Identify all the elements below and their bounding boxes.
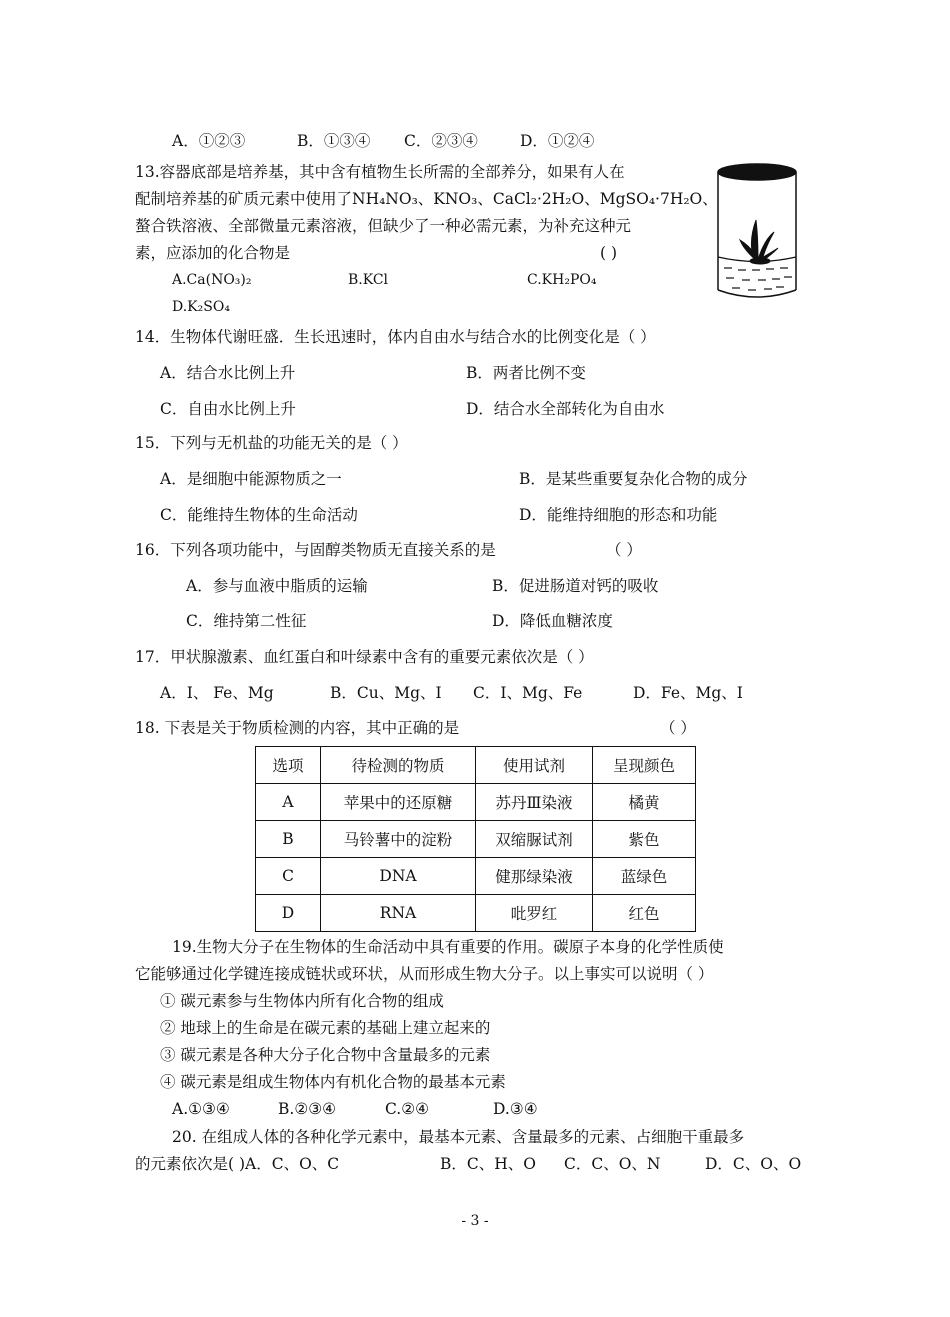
q16-option-a: A．参与血液中脂质的运输 (186, 577, 368, 595)
table-cell: D (256, 895, 321, 932)
q14-option-b: B．两者比例不变 (466, 364, 586, 382)
q12-option-d: D．①②④ (520, 132, 595, 150)
q12-option-c: C．②③④ (404, 132, 478, 150)
q13-stem-line-4: 素，应添加的化合物是 (135, 244, 291, 262)
q16-stem: 16．下列各项功能中，与固醇类物质无直接关系的是 (135, 541, 496, 559)
q19-statement-1: ① 碳元素参与生物体内所有化合物的组成 (160, 992, 444, 1010)
q19-option-d: D.③④ (493, 1100, 538, 1118)
q13-stem-line-3: 螯合铁溶液、全部微量元素溶液，但缺少了一种必需元素，为补充这种元 (135, 217, 632, 235)
q16-option-d: D．降低血糖浓度 (492, 612, 613, 630)
detection-table (255, 746, 696, 932)
q13-option-c: C.KH₂PO₄ (527, 272, 597, 288)
q14-option-c: C．自由水比例上升 (160, 400, 296, 418)
q15-stem: 15．下列与无机盐的功能无关的是（ ） (135, 434, 408, 452)
q15-option-a: A．是细胞中能源物质之一 (160, 470, 342, 488)
table-cell: RNA (321, 895, 476, 932)
table-header-cell: 呈现颜色 (593, 747, 696, 784)
table-cell: 苏丹Ⅲ染液 (476, 784, 593, 821)
table-cell: DNA (321, 858, 476, 895)
table-header-row (256, 747, 696, 784)
table-header-cell: 选项 (256, 747, 321, 784)
table-cell: 红色 (593, 895, 696, 932)
q16-answer-blank: （ ） (606, 541, 642, 559)
q19-stem-line-2: 它能够通过化学键连接成链状或环状，从而形成生物大分子。以上事实可以说明（ ） (135, 965, 714, 983)
q19-option-c: C.②④ (385, 1100, 430, 1118)
table-cell: 吡罗红 (476, 895, 593, 932)
q20-option-c: C．C、O、N (564, 1155, 661, 1173)
q12-option-a: A．①②③ (172, 132, 246, 150)
q19-option-b: B.②③④ (278, 1100, 337, 1118)
q20-option-d: D．C、O、O (705, 1155, 802, 1173)
q19-option-a: A.①③④ (172, 1100, 230, 1118)
table-cell: 双缩脲试剂 (476, 821, 593, 858)
q14-option-a: A．结合水比例上升 (160, 364, 296, 382)
q13-stem-line-2: 配制培养基的矿质元素中使用了NH₄NO₃、KNO₃、CaCl₂·2H₂O、MgSO₄·7H₂O、 (135, 190, 718, 208)
table-cell: 苹果中的还原糖 (321, 784, 476, 821)
q18-stem: 18. 下表是关于物质检测的内容，其中正确的是 (135, 719, 460, 737)
q18-answer-blank: （ ） (660, 719, 696, 737)
table-row (256, 821, 696, 858)
q17-option-c: C．I、Mg、Fe (473, 684, 583, 702)
culture-jar-illustration (716, 162, 798, 302)
q17-option-a: A．I、 Fe、Mg (160, 684, 274, 702)
q12-option-b: B．①③④ (297, 132, 371, 150)
q17-option-d: D．Fe、Mg、I (633, 684, 743, 702)
table-row (256, 784, 696, 821)
q16-option-b: B．促进肠道对钙的吸收 (492, 577, 659, 595)
table-row (256, 858, 696, 895)
q13-option-b: B.KCl (348, 272, 389, 288)
q13-stem-line-1: 13.容器底部是培养基，其中含有植物生长所需的全部养分，如果有人在 (135, 163, 625, 181)
q14-stem: 14．生物体代谢旺盛．生长迅速时，体内自由水与结合水的比例变化是（ ） (135, 328, 656, 346)
table-cell: 蓝绿色 (593, 858, 696, 895)
q13-option-a: A.Ca(NO₃)₂ (172, 272, 252, 288)
q17-stem: 17．甲状腺激素、血红蛋白和叶绿素中含有的重要元素依次是（ ） (135, 648, 594, 666)
table-cell: 橘黄 (593, 784, 696, 821)
table-cell: 马铃薯中的淀粉 (321, 821, 476, 858)
table-cell: B (256, 821, 321, 858)
q19-stem-line-1: 19.生物大分子在生物体的生命活动中具有重要的作用。碳原子本身的化学性质使 (172, 938, 724, 956)
q19-statement-4: ④ 碳元素是组成生物体内有机化合物的最基本元素 (160, 1073, 506, 1091)
q20-option-b: B．C、H、O (440, 1155, 536, 1173)
q19-statement-3: ③ 碳元素是各种大分子化合物中含量最多的元素 (160, 1046, 491, 1064)
table-header-cell: 使用试剂 (476, 747, 593, 784)
q20-stem-line-2: 的元素依次是( )A．C、O、C (135, 1155, 340, 1173)
q15-option-d: D．能维持细胞的形态和功能 (519, 506, 718, 524)
q13-option-d: D.K₂SO₄ (172, 299, 230, 315)
q13-answer-blank: ( ) (600, 244, 618, 262)
table-cell: 健那绿染液 (476, 858, 593, 895)
table-cell: C (256, 858, 321, 895)
q14-option-d: D．结合水全部转化为自由水 (466, 400, 665, 418)
q20-stem-line-1: 20. 在组成人体的各种化学元素中，最基本元素、含量最多的元素、占细胞干重最多 (172, 1128, 745, 1146)
q15-option-b: B．是某些重要复杂化合物的成分 (519, 470, 748, 488)
table-row (256, 895, 696, 932)
table-cell: A (256, 784, 321, 821)
page-number: - 3 - (461, 1213, 489, 1229)
table-header-cell: 待检测的物质 (321, 747, 476, 784)
q15-option-c: C．能维持生物体的生命活动 (160, 506, 358, 524)
q19-statement-2: ② 地球上的生命是在碳元素的基础上建立起来的 (160, 1019, 491, 1037)
table-cell: 紫色 (593, 821, 696, 858)
q16-option-c: C．维持第二性征 (186, 612, 307, 630)
q17-option-b: B．Cu、Mg、I (330, 684, 442, 702)
